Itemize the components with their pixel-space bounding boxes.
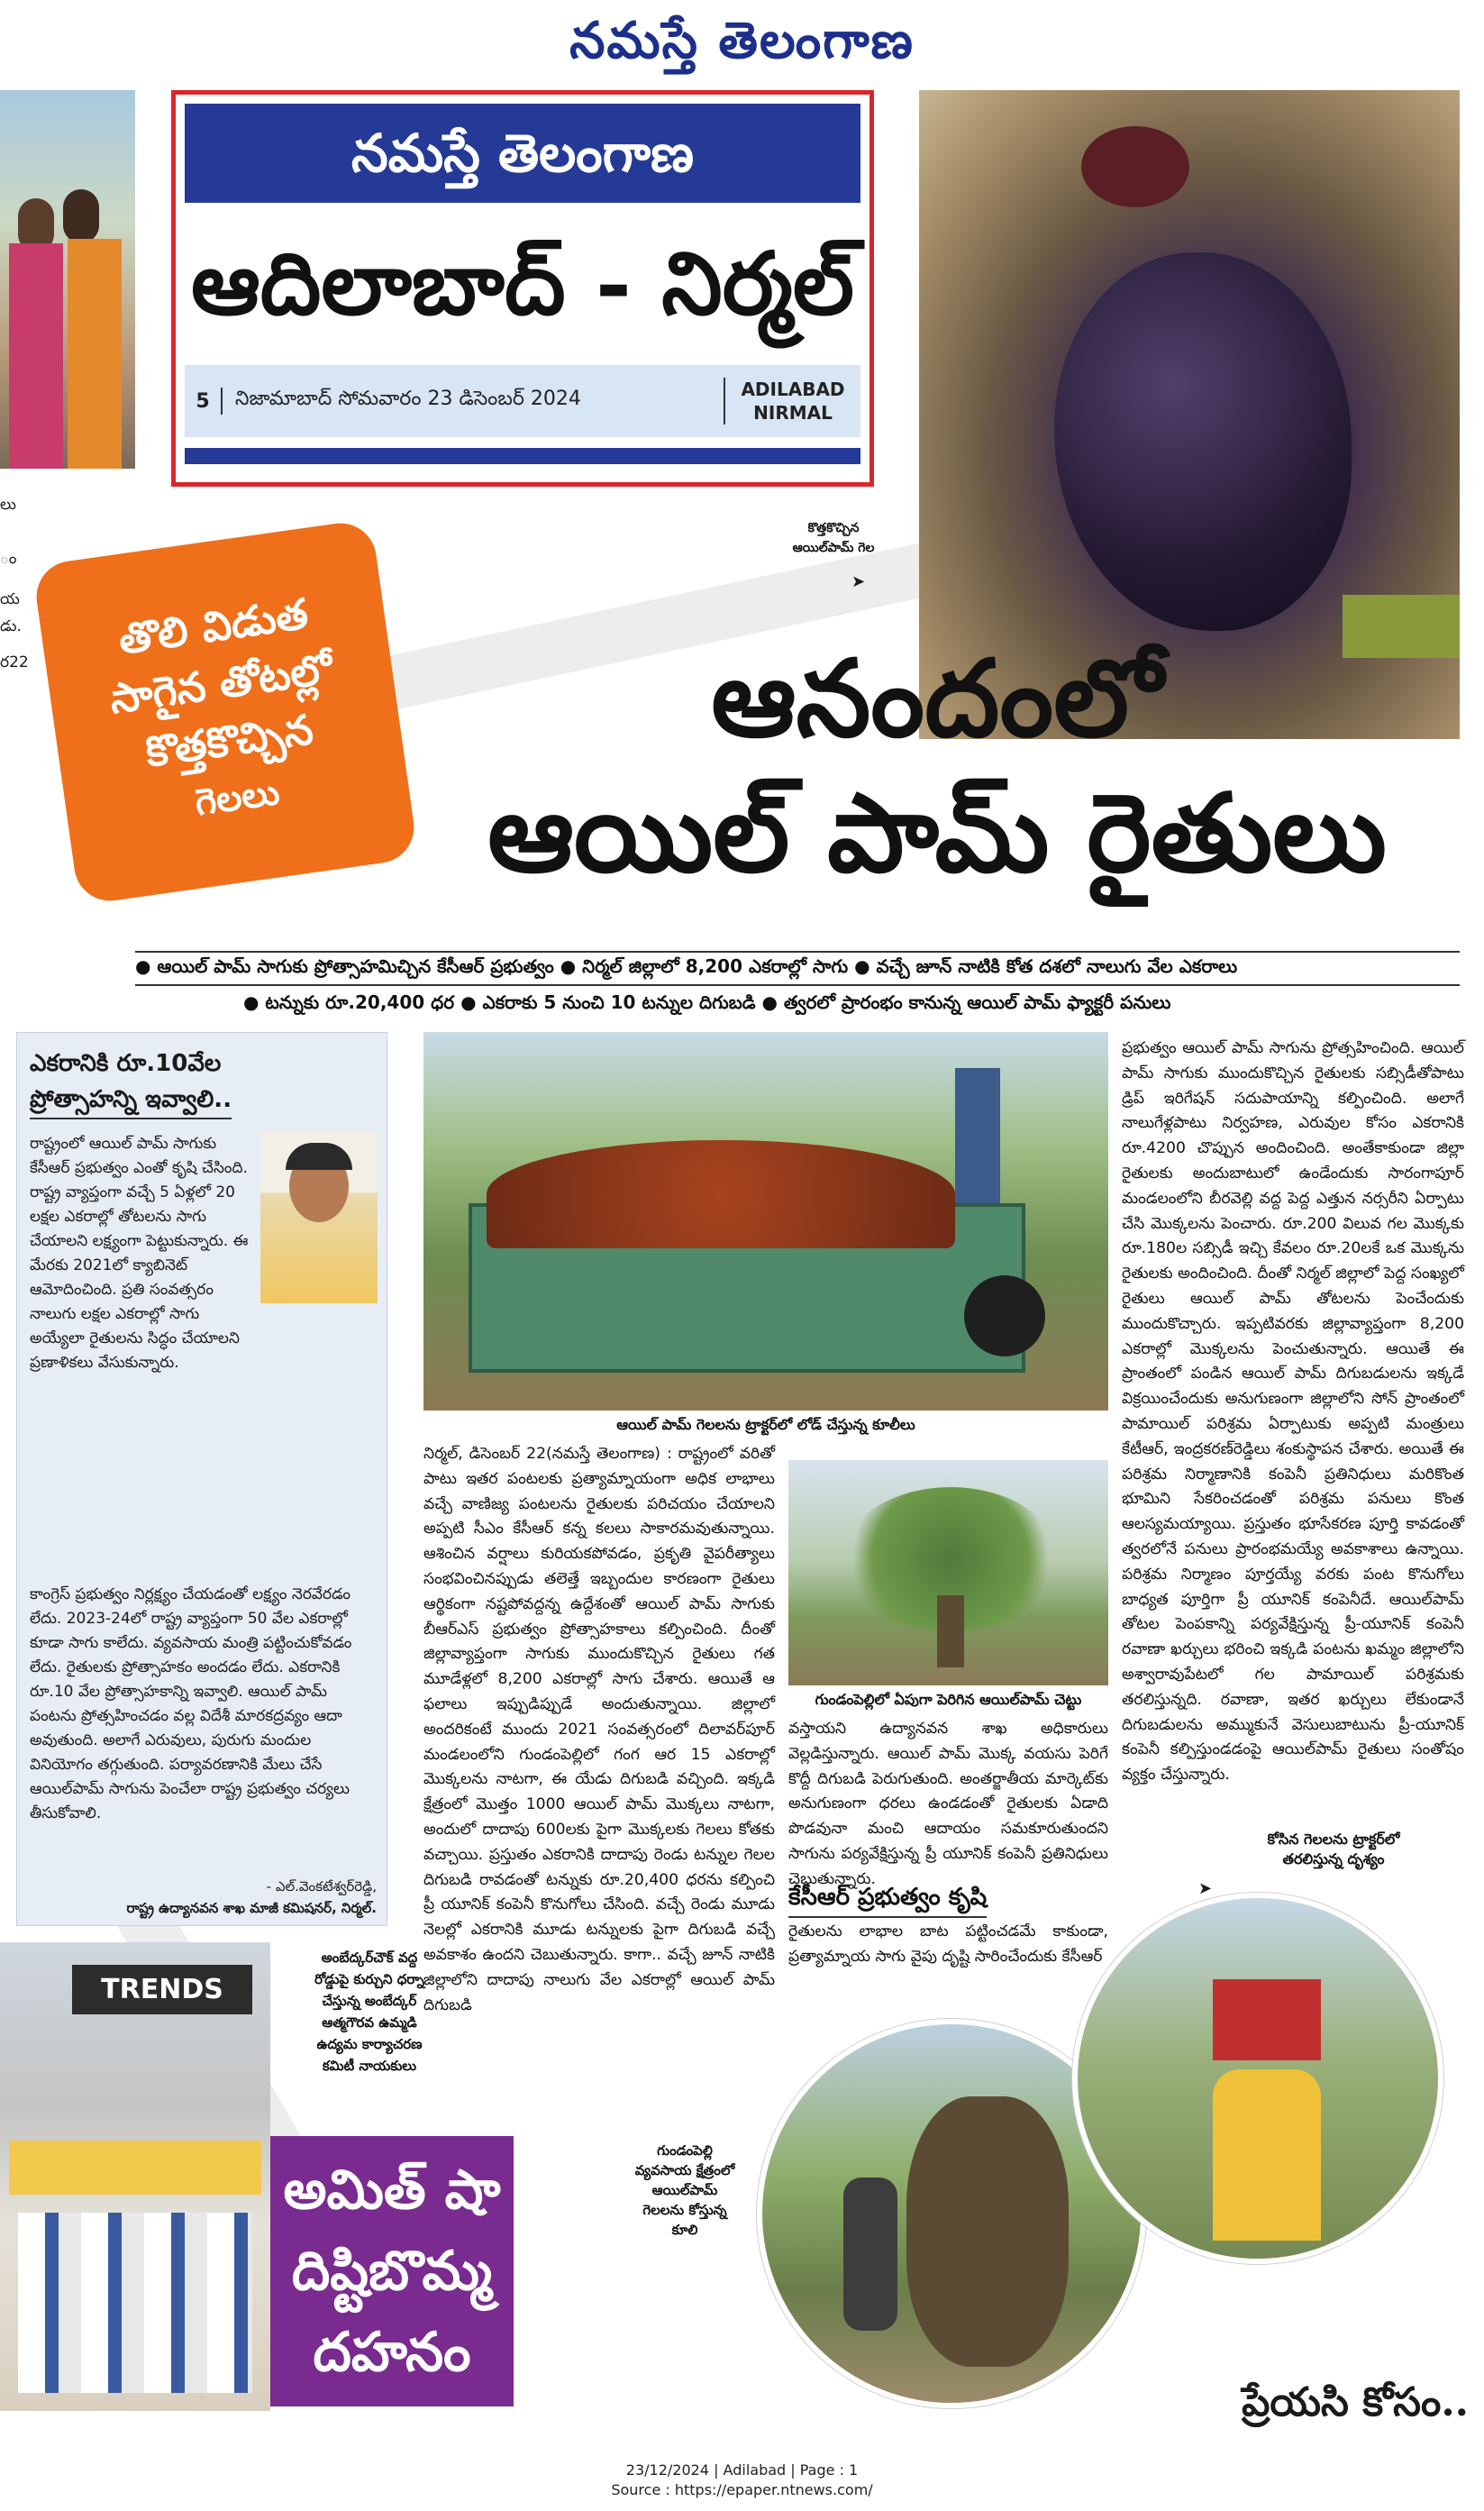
page-number: 5 xyxy=(196,389,210,413)
purple-line3: దహనం xyxy=(313,2321,471,2384)
protest-photo xyxy=(0,1942,270,2411)
kicker-line4: గెలలు xyxy=(192,771,283,825)
fruit-caption-line2: ఆయిల్‌పామ్ గెల xyxy=(792,541,875,555)
edition-name-line1: ADILABAD xyxy=(741,379,845,400)
bullet-row-2: ● టన్నుకు రూ.20,400 ధర ● ఎకరాకు 5 నుంచి 10 టన్నుల దిగుబడి ● త్వరలో ప్రారంభం కానున్న ఆయిల్ పామ్ ఫ్యాక్టరీ పనులు xyxy=(243,991,1171,1013)
left-strip-text-4: డు. xyxy=(0,617,22,635)
tractor-loading-photo xyxy=(423,1032,1108,1411)
bullet-mid-rule xyxy=(135,984,1460,986)
sidebar-title-line2: ప్రోత్సాహన్ని ఇవ్వాలి.. xyxy=(30,1082,232,1119)
arrow-icon: ➤ xyxy=(851,572,866,591)
kicker-line3: కొత్తకొచ్చిన xyxy=(142,704,316,777)
protest-caption-line6: కమిటీ నాయకులు xyxy=(322,2058,417,2074)
footer-source-link[interactable]: Source : https://epaper.ntnews.com/ xyxy=(611,2481,873,2498)
sidebar-body-1: రాష్ట్రంలో ఆయిల్ పామ్ సాగుకు కేసీఆర్ ప్రభుత్వం ఎంతో కృషి చేసింది. రాష్ట్ర వ్యాప్తంగా వచ్చే 5 ఏళ్లలో 20 లక్షల ఎకరాల్లో తోటలను సాగు చేయాలని లక్ష్యంగా పెట్టుకున్నారు. ఈ మేరకు 2021లో క్యాబినెట్ ఆమోదించింది. ప్రతి సంవత్సరం నాలుగు లక్షల ఎకరాల్లో సాగు అయ్యేలా రైతులను సిద్ధం చేయాలని ప్రణాళికలు వేసుకున్నారు. xyxy=(30,1135,249,1372)
worker-caption-line1: గుండంపెల్లి xyxy=(657,2142,713,2159)
headline-line1: ఆనందంలో xyxy=(711,635,1163,761)
sidebar-title xyxy=(30,1045,372,1119)
store-sign: TRENDS xyxy=(72,1965,252,2014)
official-portrait xyxy=(260,1132,378,1303)
edition-brand: నమస్తే తెలంగాణ xyxy=(185,104,860,203)
edition-box xyxy=(171,90,874,487)
main-headline xyxy=(401,631,1473,901)
edition-stripe xyxy=(185,448,860,464)
women-gathering-photo xyxy=(0,90,135,469)
protest-caption xyxy=(288,1947,451,2077)
sidebar-title-line1: ఎకరానికి రూ.10వేల xyxy=(30,1050,222,1077)
edition-name xyxy=(724,378,860,425)
protest-caption-line3: చేస్తున్న అంబేద్కర్ xyxy=(322,1993,417,2009)
sidebar-credit xyxy=(30,1876,377,1919)
worker-caption-line3: ఆయిల్‌పామ్ xyxy=(651,2182,718,2198)
fruit-caption-line1: కొత్తకొచ్చిన xyxy=(807,521,860,535)
crate-caption-line2: తరలిస్తున్న దృశ్యం xyxy=(1282,1850,1385,1867)
tractor-caption: ఆయిల్ పామ్ గెలలను ట్రాక్టర్‌లో లోడ్ చేస్తున్న కూలీలు xyxy=(616,1416,915,1433)
sidebar-box xyxy=(16,1032,387,1926)
worker-caption-line2: వ్యవసాయ క్షేత్రంలో xyxy=(634,2162,735,2178)
left-strip-text-1: లు xyxy=(0,496,16,514)
palm-tree-caption: గుండంపెల్లిలో ఏపుగా పెరిగిన ఆయిల్‌పామ్ చెట్టు xyxy=(815,1691,1082,1708)
teaser-headline: ప్రేయసి కోసం.. xyxy=(1242,2379,1469,2425)
worker-caption xyxy=(622,2141,748,2240)
protest-caption-line5: ఉద్యమ కార్యాచరణ xyxy=(316,2036,423,2052)
crate-carrier-photo xyxy=(1072,1893,1443,2264)
article-subhead: కేసీఆర్ ప్రభుత్వం కృషి xyxy=(788,1884,987,1918)
article-column-1: నిర్మల్, డిసెంబర్ 22(నమస్తే తెలంగాణ) : రాష్ట్రంలో వరితో పాటు ఇతర పంటలకు ప్రత్యామ్నాయంగా అధిక లాభాలు వచ్చే వాణిజ్య పంటలను రైతులకు పరిచయం చేయాలని అప్పటి సీఎం కేసీఆర్ కన్న కలలు సాకారమవుతున్నాయి. ఆశించిన వర్షాలు కురియకపోవడం, ప్రకృతి వైపరీత్యాలు సంభవించినప్పుడు తలెత్తే ఇబ్బందుల కారణంగా రైతులు ఆర్థికంగా నష్టపోవద్దన్న ఉద్దేశంతో ఆయిల్ పామ్ సాగుకు బీఆర్‌ఎస్ ప్రభుత్వం ప్రోత్సాహకాలు కల్పించింది. దీంతో జిల్లావ్యాప్తంగా సాగుకు ముందుకొచ్చిన రైతులు గత మూడేళ్లలో 8,200 ఎకరాల్లో సాగు చేశారు. ఆయితే ఆ ఫలాలు ఇప్పుడిప్పుడే అందుతున్నాయి. జిల్లాలో అందరికంటే ముందు 2021 సంవత్సరంలో దిలావర్‌పూర్ మండలంలోని గుండంపెల్లిలో గంగ ఆర 15 ఎకరాల్లో మొక్కలను నాటగా, ఈ యేడు దిగుబడి వచ్చింది. ఇక్కడి క్షేత్రంలో మొత్తం 1000 ఆయిల్ పామ్ మొక్కలు నాటగా, అందులో దాదాపు 600లకు పైగా మొక్కలకు గెలలు కోతకు వచ్చాయి. ప్రస్తుతం ఎకరానికి దాదాపు రెండు టన్నుల గెలల దిగుబడి రావడంతో టన్నుకు రూ.20,400 ధరను కల్పించి ప్రీ యూనిక్ కంపెనీ కొనుగోలు చేసింది. వచ్చే రెండు మూడు నెలల్లో ఎకరానికి మూడు టన్నులకు పైగా దిగుబడి వచ్చే అవకాశం ఉందని చెబుతున్నారు. కాగా.. వచ్చే జూన్ నాటికి జిల్లాలోని దాదాపు నాలుగు వేల ఎకరాల్లో ఆయిల్ పామ్ దిగుబడి xyxy=(423,1445,775,2014)
article-column-3: ప్రభుత్వం ఆయిల్ పామ్ సాగును ప్రోత్సహించింది. ఆయిల్ పామ్ సాగుకు ముందుకొచ్చిన రైతులకు సబ్సిడీతోపాటు డ్రిప్ ఇరిగేషన్ సదుపాయాన్ని కల్పించింది. అలాగే నాలుగేళ్లపాటు నిర్వహణ, ఎరువుల కోసం ఎకరానికి రూ.4200 చొప్పున అందించింది. అంతేకాకుండా జిల్లా రైతులకు అందుబాటులో ఉండేందుకు సారంగాపూర్ మండలంలోని బీరవెల్లి వద్ద పెద్ద ఎత్తున నర్సరీని ఏర్పాటు చేసి మొక్కలను పెంచారు. రూ.200 విలువ గల మొక్కకు రూ.180ల సబ్సిడీ ఇచ్చి కేవలం రూ.20లకే ఒక మొక్కను రైతులకు అందించింది. దీంతో నిర్మల్ జిల్లాలో పెద్ద సంఖ్యలో రైతులు ఆయిల్ పామ్ తోటలను పెంచేందుకు ముందుకొచ్చారు. ఇప్పటివరకు జిల్లావ్యాప్తంగా 8,200 ఎకరాల్లో మొక్కలను పెంచుతున్నారు. ఆయితే ఈ ప్రాంతంలో పండిన ఆయిల్ పామ్ దిగుబడులను ఇక్కడే విక్రయించేందుకు అనుగుణంగా జిల్లాలోని సోన్ ప్రాంతంలో పామాయిల్ పరిశ్రమ ఏర్పాటుకు అప్పటి మంత్రులు కేటీఆర్, ఇంద్రకరణ్‌రెడ్డిలు శంకుస్థాపన చేశారు. అయితే ఈ పరిశ్రమ నిర్మాణానికి కంపెనీ ప్రతినిధులు మరికొంత భూమిని సేకరించడంతో పరిశ్రమ పనులు కొంత ఆలస్యమయ్యాయి. ప్రస్తుతం భూసేకరణ పూర్తి కావడంతో త్వరలోనే పనులు ప్రారంభమయ్యే అవకాశాలు ఉన్నాయి. పరిశ్రమ నిర్మాణం పూర్తయ్యే వరకు పంట కొనుగోలు బాధ్యత పూర్తిగా ప్రీ యూనిక్ కంపెనీదే. ఆయిల్‌పామ్ తోటల పెంపకాన్ని పర్యవేక్షిస్తున్న ప్రీ-యూనిక్ కంపెనీ రవాణా ఖర్చులు భరించి ఇక్కడి పంటను ఖమ్మం జిల్లాలోని అశ్వారావుపేటలో గల పామాయిల్ పరిశ్రమకు తరలిస్తున్నది. రవాణా, ఇతర ఖర్చులు లేకుండానే దిగుబడులను అమ్ముకునే వెసులుబాటును ప్రీ-యూనిక్ కంపెనీ కల్పిస్తుండడంపై ఆయిల్‌పామ్ రైతులు సంతోషం వ్యక్తం చేస్తున్నారు. xyxy=(1122,1039,1464,1785)
kicker-card xyxy=(32,518,418,905)
bullet-row-1: ● ఆయిల్ పామ్ సాగుకు ప్రోత్సాహమిచ్చిన కేసీఆర్ ప్రభుత్వం ● నిర్మల్ జిల్లాలో 8,200 ఎకరాల్లో సాగు ● వచ్చే జూన్ నాటికి కోత దశలో నాలుగు వేల ఎకరాలు xyxy=(135,955,1238,977)
fruit-photo-caption xyxy=(775,518,892,558)
worker-caption-line5: కూలి xyxy=(671,2222,698,2238)
article-column-2-sub: రైతులను లాభాల బాట పట్టించడమే కాకుండా, ప్రత్యామ్నాయ సాగు వైపు దృష్టి సారించేందుకు కేసీఆర్ xyxy=(788,1922,1108,1966)
purple-line2: దిష్టిబొమ్మ xyxy=(291,2240,493,2303)
protest-caption-line1: అంబేద్కర్‌చౌక్ వద్ద xyxy=(321,1949,418,1966)
left-strip-text-5: ర22 xyxy=(0,653,29,671)
protest-caption-line4: ఆత్మగౌరవ ఉమ్మడి xyxy=(322,2014,417,2031)
page-footer xyxy=(0,2461,1484,2500)
sidebar-body-2: కాంగ్రెస్ ప్రభుత్వం నిర్లక్ష్యం చేయడంతో లక్ష్యం నెరవేరడం లేదు. 2023-24లో రాష్ట్ర వ్యాప్తంగా 50 వేల ఎకరాల్లో కూడా సాగు కాలేదు. వ్యవసాయ మంత్రి పట్టించుకోవడం లేదు. రైతులకు ప్రోత్సాహకం అందడం లేదు. ఎకరానికి రూ.10 వేల ప్రోత్సాహకాన్ని ఇవ్వాలి. ఆయిల్ పామ్ పంటను ప్రోత్సహించడం వల్ల విదేశీ మారకద్రవ్యం ఆదా అవుతుంది. అలాగే ఎరువులు, పురుగు మందుల వినియోగం తగ్గుతుంది. పర్యావరణానికి మేలు చేసే ఆయిల్‌పామ్ సాగును పెంచేలా రాష్ట్ర ప్రభుత్వం చర్యలు తీసుకోవాలి. xyxy=(30,1585,352,1822)
edition-name-line2: NIRMAL xyxy=(753,402,833,424)
bullet-top-rule xyxy=(135,951,1460,953)
arrow-icon: ➤ xyxy=(1198,1879,1213,1898)
palm-tree-photo xyxy=(788,1460,1108,1685)
worker-caption-line4: గెలలను కోస్తున్న xyxy=(642,2202,727,2218)
left-strip-text-2: ం xyxy=(0,550,17,568)
footer-line1: 23/12/2024 | Adilabad | Page : 1 xyxy=(625,2461,859,2479)
purple-line1: అమిత్ షా xyxy=(283,2159,501,2222)
kicker-line1: తొలి విడుత xyxy=(115,589,312,664)
purple-headline-box xyxy=(270,2136,514,2406)
left-strip-text-3: య xyxy=(0,590,20,608)
crate-caption xyxy=(1225,1830,1442,1869)
headline-line2: ఆయిల్ పామ్ రైతులు xyxy=(487,770,1387,897)
credit-role: రాష్ట్ర ఉద్యానవన శాఖ మాజీ కమిషనర్, నిర్మల్. xyxy=(126,1900,377,1916)
protest-caption-line2: రోడ్డుపై కుర్చుని ధర్నా xyxy=(314,1971,424,1987)
article-column-2: వస్తాయని ఉద్యానవన శాఖ అధికారులు వెల్లడిస్తున్నారు. ఆయిల్ పామ్ మొక్క వయసు పెరిగే కొద్దీ దిగుబడి పెరుగుతుంది. అంతర్జాతీయ మార్కెట్‌కు అనుగుణంగా ధరలు ఉండడంతో రైతులకు ఏడాది పొడవునా మంచి ఆదాయం సమకూరుతుందని సాగును పర్యవేక్షిస్తున్న ప్రీ యూనిక్ కంపెనీ ప్రతినిధులు చెబుతున్నారు. xyxy=(788,1720,1108,1888)
edition-info-bar xyxy=(185,365,860,437)
edition-district: ఆదిలాబాద్ - నిర్మల్ xyxy=(191,233,854,334)
edition-date: నిజామాబాద్ సోమవారం 23 డిసెంబర్ 2024 xyxy=(221,388,724,415)
crate-caption-line1: కోసిన గెలలను ట్రాక్టర్‌లో xyxy=(1267,1831,1400,1848)
masthead-title: నమస్తే తెలంగాణ xyxy=(569,11,915,70)
kicker-line2: సాగైన తోటల్లో xyxy=(106,644,336,724)
credit-name: - ఎల్.వెంకటేశ్వర్‌రెడ్డి, xyxy=(266,1878,377,1895)
